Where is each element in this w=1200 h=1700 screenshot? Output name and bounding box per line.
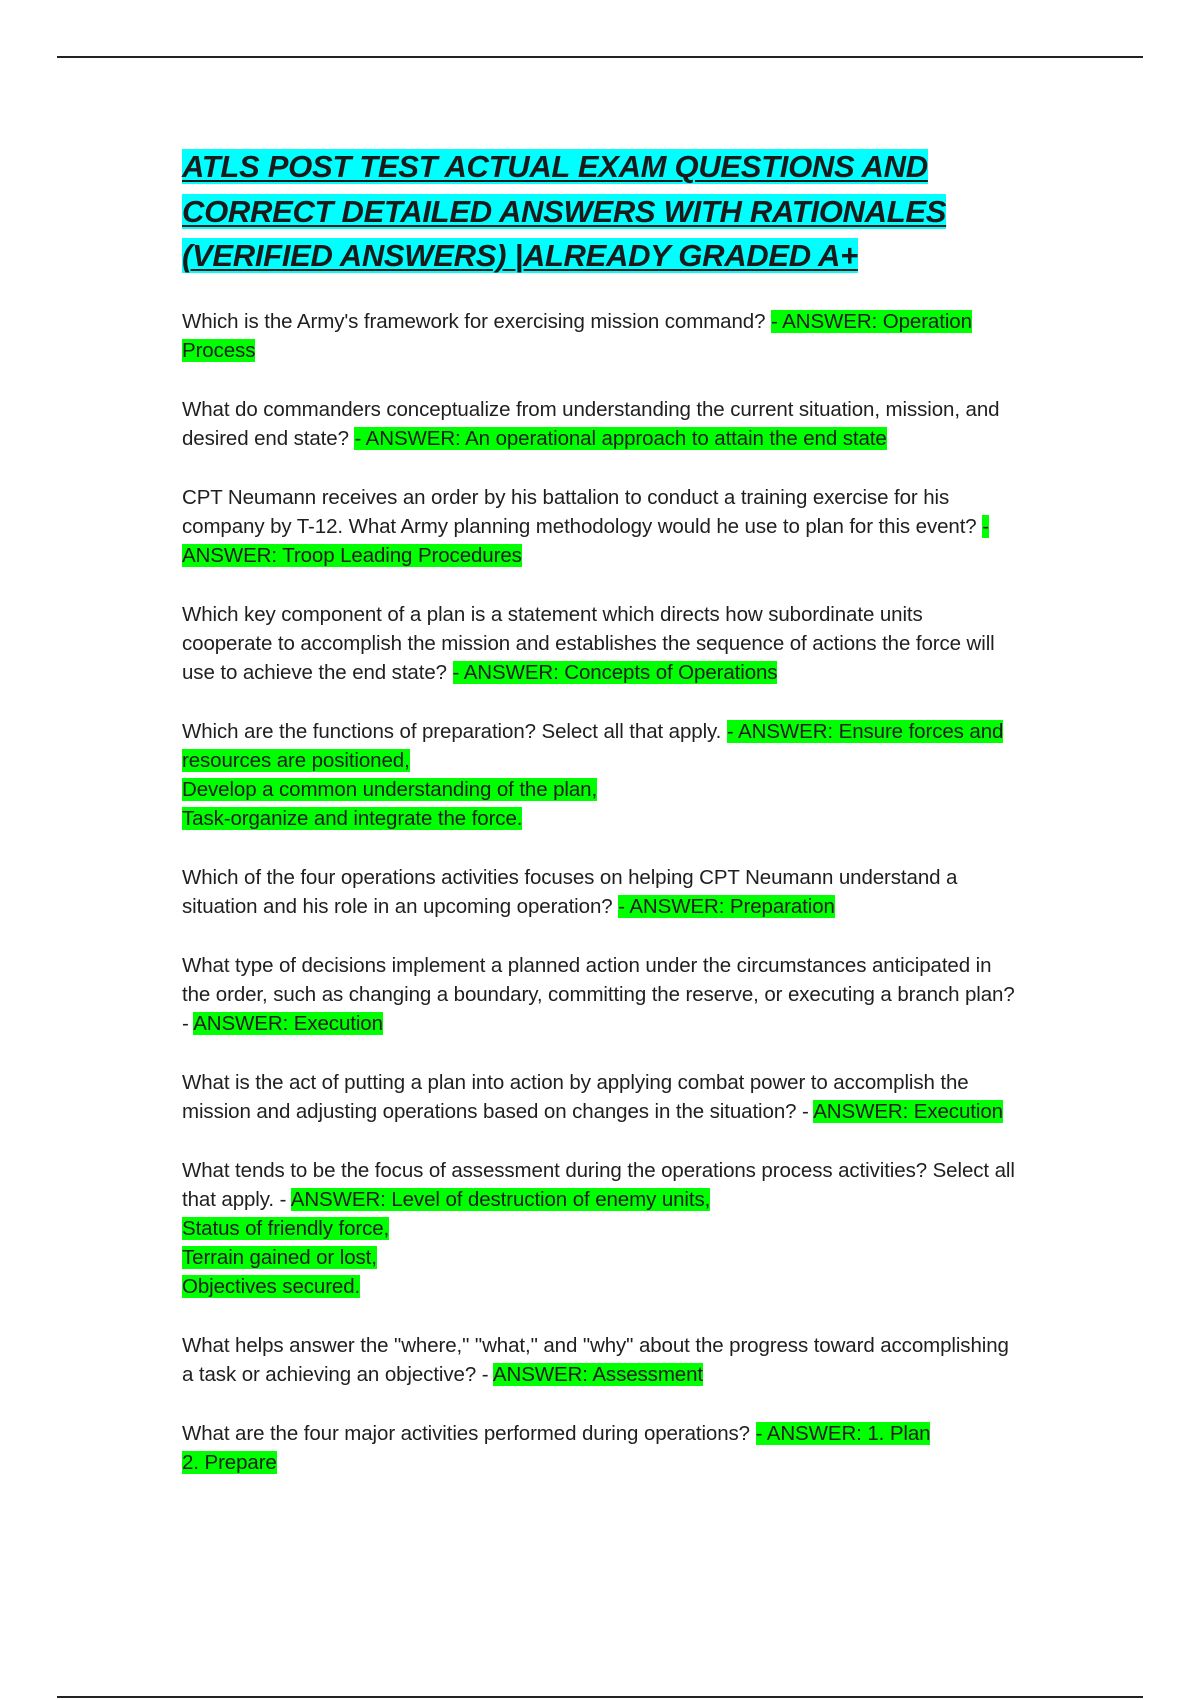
question-text: Which are the functions of preparation? Select all that apply. xyxy=(182,719,727,743)
question-text: What tends to be the focus of assessment during the operations process activities? Select all that apply. - xyxy=(182,1158,1015,1211)
question-text: Which key component of a plan is a statement which directs how subordinate units cooperate to accomplish the mission and establishes the sequence of actions the force will use to achieve the end state? xyxy=(182,602,995,684)
answer-highlight: - ANSWER: Preparation xyxy=(618,894,835,918)
qa-item xyxy=(182,600,1017,687)
qa-item xyxy=(182,717,1017,833)
question-text: What are the four major activities performed during operations? xyxy=(182,1421,756,1445)
qa-item xyxy=(182,863,1017,921)
answer-highlight: - ANSWER: Troop Leading Procedures xyxy=(182,514,989,567)
answer-highlight: - ANSWER: Concepts of Operations xyxy=(452,660,778,684)
qa-item xyxy=(182,1156,1017,1301)
qa-item xyxy=(182,951,1017,1038)
question-text: Which is the Army's framework for exercising mission command? xyxy=(182,309,771,333)
question-text: Which of the four operations activities focuses on helping CPT Neumann understand a situation and his role in an upcoming operation? xyxy=(182,865,958,918)
qa-item xyxy=(182,307,1017,365)
title-highlight: ATLS POST TEST ACTUAL EXAM QUESTIONS AND CORRECT DETAILED ANSWERS WITH RATIONALES (VERIFIED ANSWERS) |ALREADY GRADED A+ xyxy=(182,149,947,273)
question-text: CPT Neumann receives an order by his battalion to conduct a training exercise for his company by T-12. What Army planning methodology would he use to plan for this event? xyxy=(182,485,983,538)
qa-item xyxy=(182,1068,1017,1126)
qa-item xyxy=(182,483,1017,570)
answer-highlight: ANSWER: Assessment xyxy=(492,1362,704,1386)
document-title xyxy=(182,145,1017,279)
answer-highlight: ANSWER: Level of destruction of enemy units, Status of friendly force, Terrain gained or lost, Objectives secured. xyxy=(182,1187,711,1298)
question-text: What do commanders conceptualize from understanding the current situation, mission, and desired end state? xyxy=(182,397,1000,450)
question-text: What is the act of putting a plan into action by applying combat power to accomplish the mission and adjusting operations based on changes in the situation? - xyxy=(182,1070,969,1123)
top-rule xyxy=(57,56,1143,58)
answer-highlight: - ANSWER: Ensure forces and resources are positioned, Develop a common understanding of the plan, Task-organize and integrate the force. xyxy=(182,719,1004,830)
document-body xyxy=(182,145,1017,1507)
answer-highlight: - ANSWER: An operational approach to attain the end state xyxy=(354,426,887,450)
answer-highlight: ANSWER: Execution xyxy=(813,1099,1003,1123)
answer-highlight: - ANSWER: 1. Plan 2. Prepare xyxy=(182,1421,931,1474)
qa-item xyxy=(182,1331,1017,1389)
answer-highlight: ANSWER: Execution xyxy=(193,1011,383,1035)
qa-item xyxy=(182,395,1017,453)
answer-highlight: - ANSWER: Operation Process xyxy=(182,309,972,362)
qa-item xyxy=(182,1419,1017,1477)
question-text: What helps answer the "where," "what," and "why" about the progress toward accomplishing a task or achieving an objective? - xyxy=(182,1333,1009,1386)
question-text: What type of decisions implement a planned action under the circumstances anticipated in the order, such as changing a boundary, committing the reserve, or executing a branch plan? - xyxy=(182,953,1015,1035)
bottom-rule xyxy=(57,1696,1143,1698)
